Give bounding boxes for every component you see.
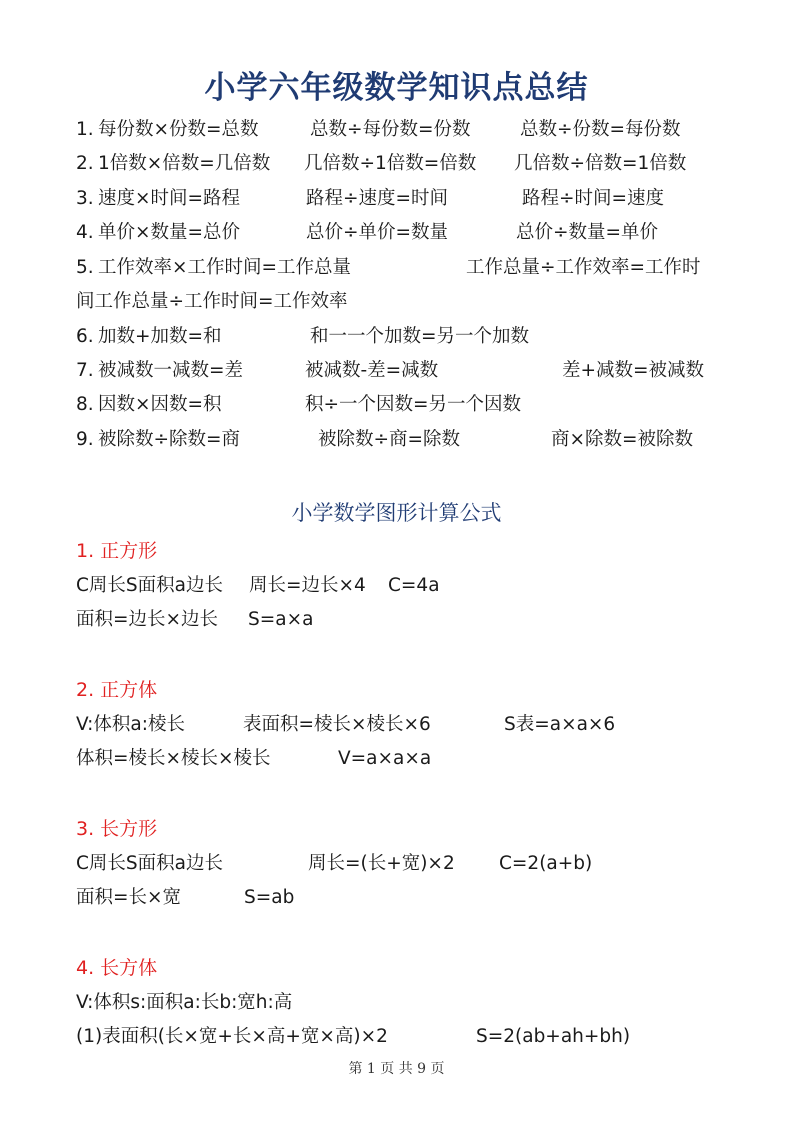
rule-number: 2. [76, 153, 94, 174]
formula-text: (1)表面积(长×宽+长×高+宽×高)×2 [76, 1026, 388, 1047]
rule-formula-a: 每份数×份数=总数 [98, 119, 259, 140]
rule-row-3 [76, 184, 736, 218]
rule-formula-c: 差+减数=被减数 [562, 360, 705, 381]
rule-formula-a: 被除数÷除数=商 [98, 429, 241, 450]
rule-row-6 [76, 322, 736, 356]
rule-row-9 [76, 425, 736, 459]
rule-formula-b: 路程÷速度=时间 [306, 188, 449, 209]
rule-formula-c: 总数÷份数=每份数 [520, 119, 681, 140]
page-footer: 第 1 页 共 9 页 [348, 1061, 445, 1077]
rule-formula-c: 总价÷数量=单价 [516, 222, 659, 243]
rule-number: 1. [76, 119, 94, 140]
rule-number: 7. [76, 360, 94, 381]
rule-formula-a: 速度×时间=路程 [98, 188, 241, 209]
formula-text: S表=a×a×6 [504, 714, 616, 735]
formula-text: C周长S面积a边长 [76, 575, 223, 596]
rule-formula-a: 加数+加数=和 [98, 326, 222, 347]
formula-text: 面积=长×宽 [76, 887, 182, 908]
section-heading-rectangle: 3. 长方形 [76, 818, 158, 840]
rule-formula-a: 1倍数×倍数=几倍数 [98, 153, 271, 174]
rule-number: 8. [76, 394, 94, 415]
formula-text: C=4a [388, 575, 440, 596]
formula-text: C周长S面积a边长 [76, 853, 223, 874]
formula-text: 周长=(长+宽)×2 [308, 853, 455, 874]
formula-text: 体积=棱长×棱长×棱长 [76, 748, 271, 769]
rule-formula-c: 路程÷时间=速度 [522, 188, 665, 209]
rule-row-5 [76, 253, 736, 287]
rule-formula-b: 和一一个加数=另一个加数 [310, 326, 530, 347]
formula-text: V:体积a:棱长 [76, 714, 185, 735]
rule-formula-b: 被减数-差=减数 [305, 360, 439, 381]
rule-number: 6. [76, 326, 94, 347]
page-title: 小学六年级数学知识点总结 [204, 70, 589, 106]
rule-row-2 [76, 149, 736, 183]
rule-formula-a: 因数×因数=积 [98, 394, 222, 415]
rule-row-1 [76, 115, 736, 149]
rule-row-8 [76, 390, 736, 424]
formula-text: S=ab [244, 887, 295, 908]
rule-number: 4. [76, 222, 94, 243]
rule-formula-a: 被减数一减数=差 [98, 360, 244, 381]
rule-5-continuation: 间工作总量÷工作时间=工作效率 [76, 291, 348, 312]
formula-text: S=2(ab+ah+bh) [476, 1026, 631, 1047]
rule-number: 3. [76, 188, 94, 209]
rule-row-4 [76, 218, 736, 252]
rule-number: 5. [76, 257, 94, 278]
formula-text: 表面积=棱长×棱长×6 [243, 714, 431, 735]
rule-formula-c: 几倍数÷倍数=1倍数 [514, 153, 687, 174]
formula-text: V:体积s:面积a:长b:宽h:高 [76, 992, 293, 1013]
rule-formula-c: 商×除数=被除数 [551, 429, 694, 450]
rule-formula-b: 积÷一个因数=另一个因数 [305, 394, 522, 415]
formula-text: S=a×a [248, 609, 314, 630]
formula-text: 面积=边长×边长 [76, 609, 219, 630]
formula-text: 周长=边长×4 [249, 575, 366, 596]
section-heading-square: 1. 正方形 [76, 540, 158, 562]
rule-number: 9. [76, 429, 94, 450]
rule-formula-a: 单价×数量=总价 [98, 222, 241, 243]
rule-formula-a: 工作效率×工作时间=工作总量 [98, 257, 352, 278]
formula-text: C=2(a+b) [499, 853, 593, 874]
rule-formula-b: 被除数÷商=除数 [318, 429, 461, 450]
rule-row-7 [76, 356, 736, 390]
section-heading-cuboid: 4. 长方体 [76, 957, 158, 979]
rule-formula-c: 工作总量÷工作效率=工作时 [466, 257, 701, 278]
rule-formula-b: 总价÷单价=数量 [306, 222, 449, 243]
section-heading-cube: 2. 正方体 [76, 679, 158, 701]
section-subtitle: 小学数学图形计算公式 [291, 501, 502, 525]
formula-text: V=a×a×a [338, 748, 432, 769]
rule-formula-b: 几倍数÷1倍数=倍数 [304, 153, 477, 174]
rule-formula-b: 总数÷每份数=份数 [310, 119, 471, 140]
